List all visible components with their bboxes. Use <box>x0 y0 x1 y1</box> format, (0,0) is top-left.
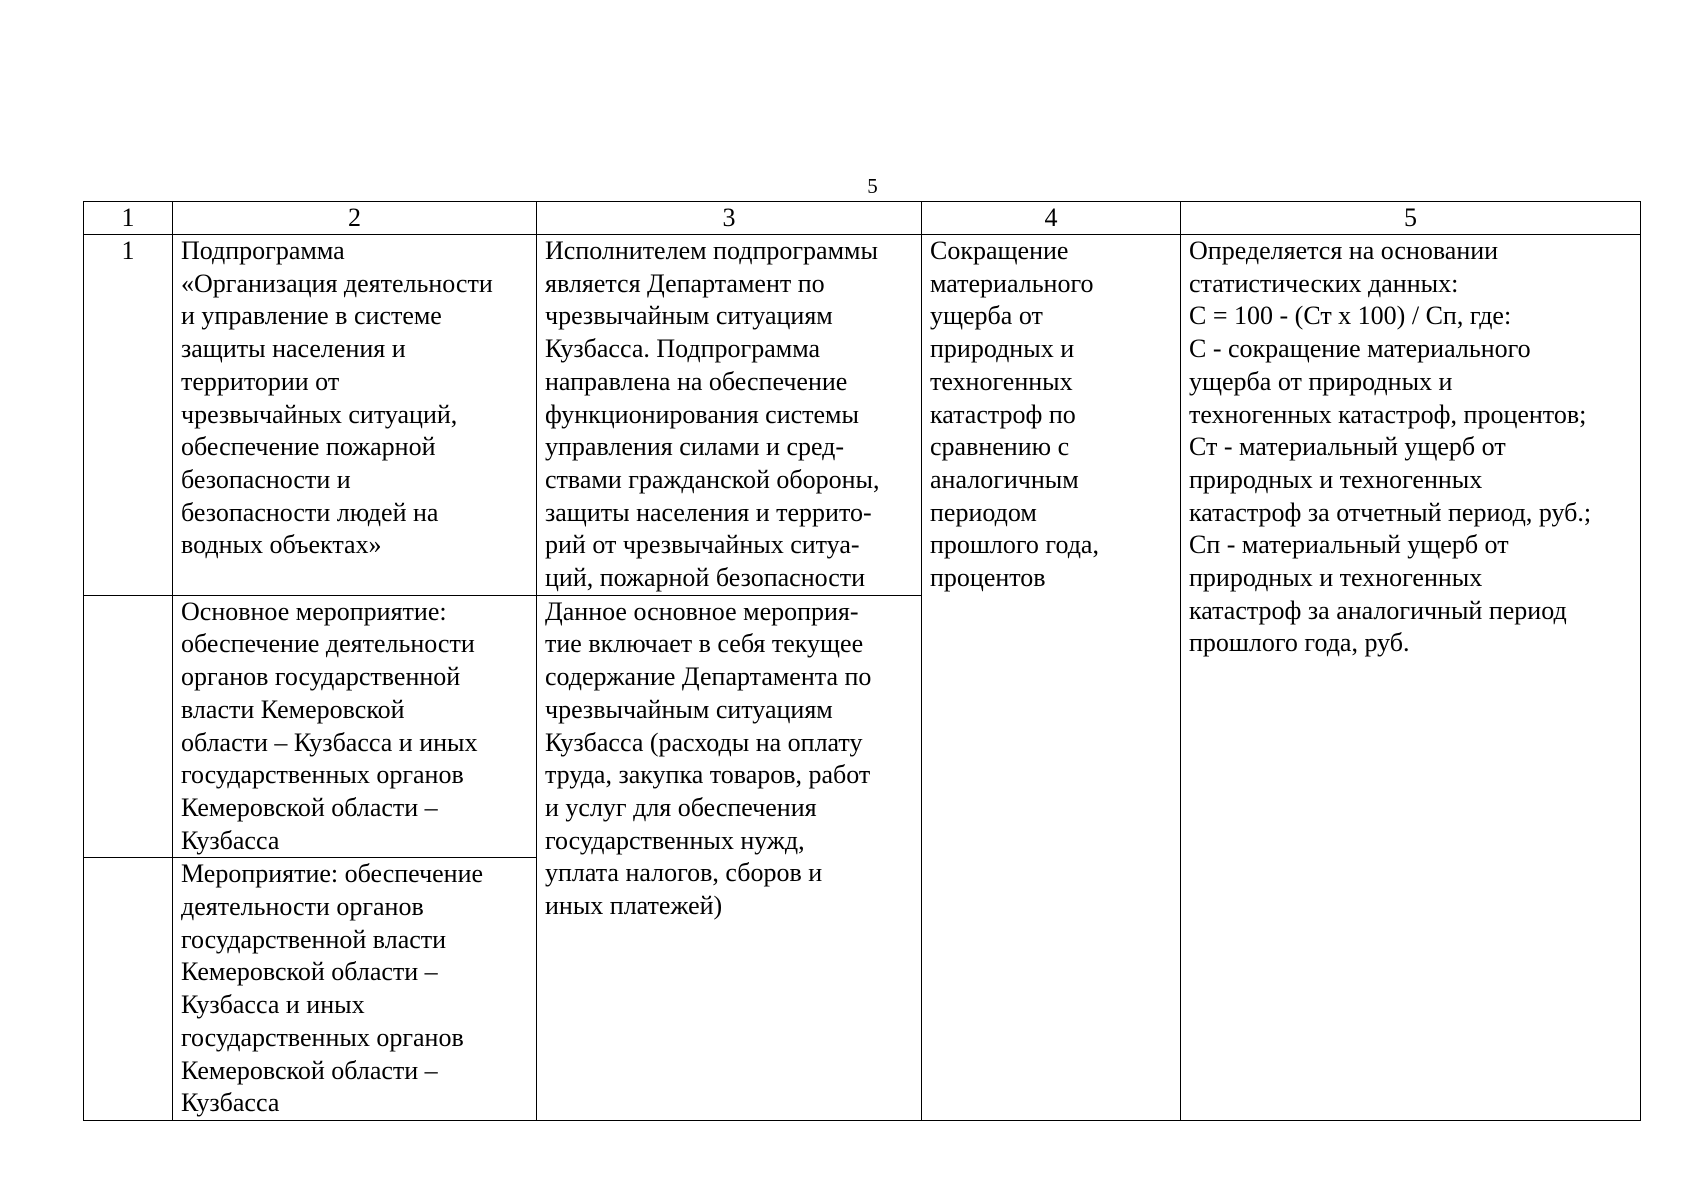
cell-text-line: Кузбасса. Подпрограмма <box>545 334 821 364</box>
cell-text-line: сравнению с <box>930 432 1070 462</box>
cell-text-line: государственных нужд, <box>545 825 805 855</box>
cell-text-line: защиты населения и террито- <box>545 497 872 527</box>
cell-text-line: Кузбасса <box>181 1088 280 1118</box>
cell-text-line: статистических данных: <box>1189 268 1459 298</box>
cell-text-line: техногенных катастроф, процентов; <box>1189 399 1587 429</box>
indicator-table <box>83 201 1641 1121</box>
page-number: 5 <box>867 174 878 198</box>
subprogram-description-cell <box>537 235 922 596</box>
cell-text-line: природных и <box>930 334 1075 364</box>
cell-text-line: функционирования системы <box>545 399 859 429</box>
cell-text-line: территории от <box>181 366 340 396</box>
cell-text-line: государственных органов <box>181 1022 464 1052</box>
cell-text-line: направлена на обеспечение <box>545 366 848 396</box>
cell-text-line: Кузбасса и иных <box>181 990 365 1020</box>
cell-text-line: процентов <box>930 563 1046 593</box>
cell-text-line: Подпрограмма <box>181 236 345 265</box>
cell-text-line: безопасности и <box>181 464 351 494</box>
header-cell-5: 5 <box>1181 202 1641 235</box>
row-number-cell-empty <box>84 595 173 858</box>
indicator-method-cell <box>1181 235 1641 1121</box>
cell-text-line: прошлого года, <box>930 530 1099 560</box>
header-cell-2: 2 <box>173 202 537 235</box>
table-row <box>84 235 1641 596</box>
cell-text-line: государственных органов <box>181 760 464 790</box>
cell-text-line: периодом <box>930 497 1037 527</box>
subprogram-name-cell <box>173 235 537 596</box>
cell-text-line: Ст - материальный ущерб от <box>1189 432 1506 462</box>
header-cell-4: 4 <box>922 202 1181 235</box>
cell-text-line: рий от чрезвычайных ситуа- <box>545 530 860 560</box>
cell-text-line: катастроф за отчетный период, руб.; <box>1189 497 1592 527</box>
cell-text-line: и услуг для обеспечения <box>545 792 817 822</box>
cell-text-line: аналогичным <box>930 464 1079 494</box>
cell-text-line: природных и техногенных <box>1189 464 1483 494</box>
cell-text-line: области – Кузбасса и иных <box>181 727 478 757</box>
cell-text-line: государственной власти <box>181 924 447 954</box>
cell-text-line: ущерба от <box>930 301 1043 331</box>
cell-text-line: безопасности людей на <box>181 497 439 527</box>
table-header-row <box>84 202 1641 235</box>
cell-text-line: обеспечение пожарной <box>181 432 436 462</box>
cell-text-line: уплата налогов, сборов и <box>545 858 823 888</box>
cell-text-line: чрезвычайным ситуациям <box>545 301 833 331</box>
cell-text-line: Кемеровской области – <box>181 1055 438 1085</box>
cell-text-line: Кузбасса (расходы на оплату <box>545 727 863 757</box>
cell-text-line: защиты населения и <box>181 334 406 364</box>
cell-text-line: управления силами и сред- <box>545 432 845 462</box>
cell-text-line: иных платежей) <box>545 891 723 921</box>
cell-text-line: труда, закупка товаров, работ <box>545 760 871 790</box>
row-number-cell: 1 <box>84 235 173 596</box>
cell-text-line: Кузбасса <box>181 825 280 855</box>
cell-text-line: «Организация деятельности <box>181 268 493 298</box>
cell-text-line: содержание Департамента по <box>545 662 872 692</box>
cell-text-line: ций, пожарной безопасности <box>545 563 866 593</box>
cell-text-line: катастроф по <box>930 399 1076 429</box>
cell-text-line: обеспечение деятельности <box>181 629 475 659</box>
cell-text-line: катастроф за аналогичный период <box>1189 595 1567 625</box>
cell-text-line: Основное мероприятие: <box>181 596 447 626</box>
cell-text-line: Сокращение <box>930 236 1069 265</box>
cell-text-line: власти Кемеровской <box>181 694 405 724</box>
cell-text-line: чрезвычайным ситуациям <box>545 694 833 724</box>
header-cell-1: 1 <box>84 202 173 235</box>
row-number-cell-empty <box>84 858 173 1121</box>
cell-text-line: Кемеровской области – <box>181 792 438 822</box>
main-activity-description-cell <box>537 595 922 1120</box>
cell-text-line: техногенных <box>930 366 1073 396</box>
cell-text-line: ущерба от природных и <box>1189 366 1453 396</box>
cell-text-line: Мероприятие: обеспечение <box>181 859 484 889</box>
cell-text-line: Определяется на основании <box>1189 236 1499 265</box>
cell-text-line: материального <box>930 268 1094 298</box>
cell-text-line: органов государственной <box>181 662 461 692</box>
cell-text-line: природных и техногенных <box>1189 563 1483 593</box>
cell-text-line: чрезвычайных ситуаций, <box>181 399 458 429</box>
cell-text-line: Кемеровской области – <box>181 957 438 987</box>
cell-text-line: Данное основное мероприя- <box>545 596 859 626</box>
cell-text-line: Сп - материальный ущерб от <box>1189 530 1509 560</box>
cell-text-line: Исполнителем подпрограммы <box>545 236 878 265</box>
main-activity-name-cell <box>173 595 537 858</box>
cell-text-line: С = 100 - (Ст х 100) / Сп, где: <box>1189 301 1512 331</box>
cell-text-line: прошлого года, руб. <box>1189 628 1410 658</box>
cell-text-line: является Департамент по <box>545 268 825 298</box>
cell-text-line: деятельности органов <box>181 892 424 922</box>
cell-text-line: и управление в системе <box>181 301 442 331</box>
activity-name-cell <box>173 858 537 1121</box>
cell-text-line: тие включает в себя текущее <box>545 629 864 659</box>
header-cell-3: 3 <box>537 202 922 235</box>
cell-text-line: ствами гражданской обороны, <box>545 464 880 494</box>
cell-text-line: С - сокращение материального <box>1189 334 1531 364</box>
cell-text-line: водных объектах» <box>181 530 382 560</box>
indicator-name-cell <box>922 235 1181 1121</box>
